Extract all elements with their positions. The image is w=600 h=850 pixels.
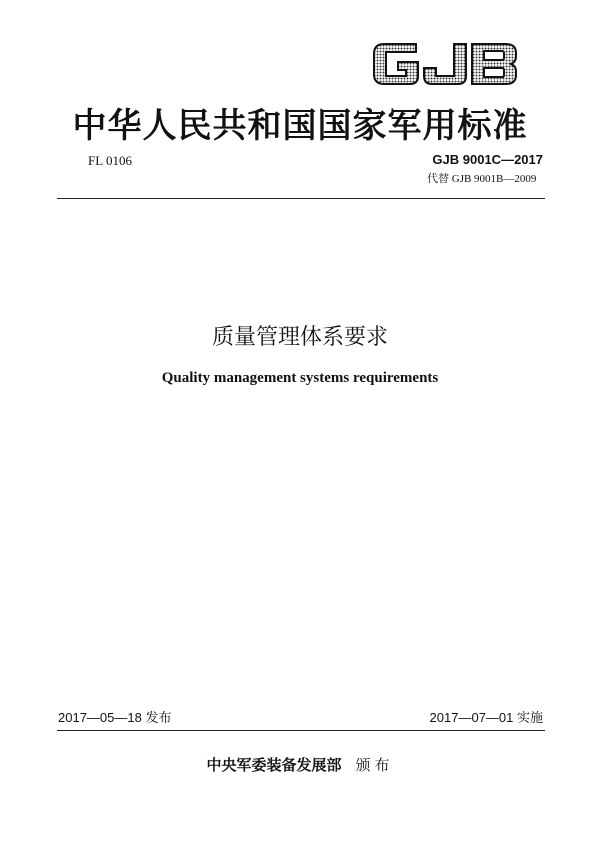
footer-divider xyxy=(57,730,545,731)
gjb-logo xyxy=(370,38,520,90)
replaces-standard: 代替 GJB 9001B—2009 xyxy=(427,173,537,185)
classification-code: FL 0106 xyxy=(88,153,132,168)
header-divider xyxy=(57,198,545,199)
chinese-title: 质量管理体系要求 xyxy=(211,325,388,350)
standard-number: GJB 9001C—2017 xyxy=(432,152,543,167)
implementation-date: 2017—07—01 实施 xyxy=(429,710,543,725)
issuer-line xyxy=(0,754,600,775)
issuing-organization: 中央军委装备发展部 xyxy=(206,756,342,774)
issue-action: 颁布 xyxy=(355,756,394,774)
issue-date: 2017—05—18 发布 xyxy=(58,710,172,725)
standard-type-title: 中华人民共和国国家军用标准 xyxy=(72,106,528,146)
english-title: Quality management systems requirements xyxy=(161,370,439,386)
